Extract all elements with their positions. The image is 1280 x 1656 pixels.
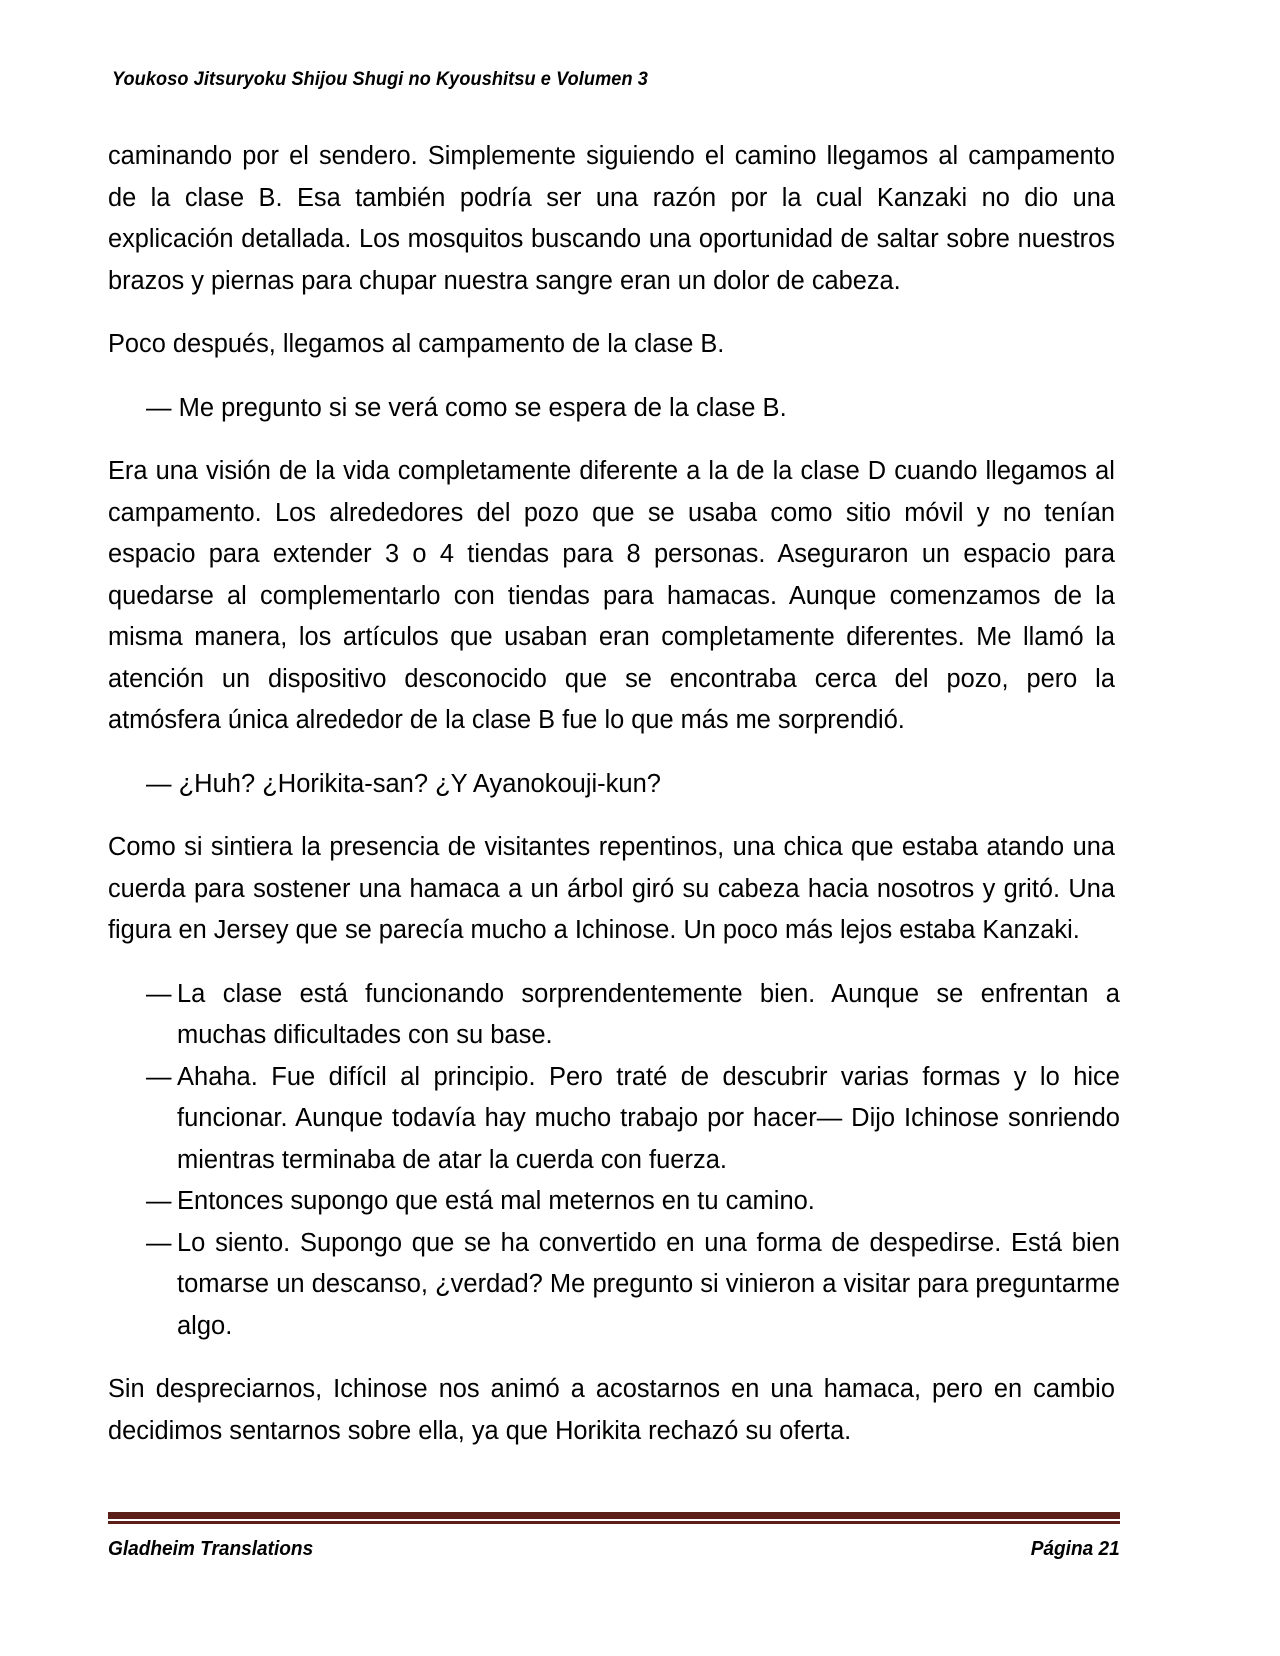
em-dash-marker: — xyxy=(146,979,172,1008)
dialogue-line-2: — ¿Huh? ¿Horikita-san? ¿Y Ayanokouji-kun? xyxy=(146,769,661,798)
footer-divider-thin xyxy=(108,1521,1120,1524)
list-item xyxy=(146,1223,1120,1348)
footer-page-number: Página 21 xyxy=(1030,1537,1120,1560)
list-item-text: Ahaha. Fue difícil al principio. Pero traté de descubrir varias formas y lo hice funcionar. Aunque todavía hay mucho trabajo por hacer— Dijo Ichinose sonriendo mientras terminaba de atar la cuerda con fuerza. xyxy=(177,1062,1120,1174)
list-item xyxy=(146,1181,1120,1223)
document-body xyxy=(108,136,1120,1452)
paragraph-2: Poco después, llegamos al campamento de la clase B. xyxy=(108,330,725,358)
footer-row xyxy=(108,1537,1120,1561)
header-title: Youkoso Jitsuryoku Shijou Shugi no Kyoushitsu e Volumen 3 xyxy=(112,68,648,90)
dialogue-list xyxy=(108,974,1120,1348)
paragraph-3: Era una visión de la vida completamente diferente a la de la clase D cuando llegamos al campamento. Los alrededores del pozo que se usaba como sitio móvil y no tenían espacio para extender 3 o 4 tiendas para 8 personas. Aseguraron un espacio para quedarse al complementarlo con tiendas para hamacas. Aunque comenzamos de la misma manera, los artículos que usaban eran completamente diferentes. Me llamó la atención un dispositivo desconocido que se encontraba cerca del pozo, pero la atmósfera única alrededor de la clase B fue lo que más me sorprendió. xyxy=(108,457,1115,734)
footer-divider-thick xyxy=(108,1512,1120,1519)
page-header xyxy=(112,68,1122,102)
list-item-text: Entonces supongo que está mal meternos en tu camino. xyxy=(177,1187,815,1215)
paragraph-4: Como si sintiera la presencia de visitantes repentinos, una chica que estaba atando una cuerda para sostener una hamaca a un árbol giró su cabeza hacia nosotros y gritó. Una figura en Jersey que se parecía mucho a Ichinose. Un poco más lejos estaba Kanzaki. xyxy=(108,833,1115,944)
dialogue-line-1: — Me pregunto si se verá como se espera de la clase B. xyxy=(146,393,787,422)
list-item-text: Lo siento. Supongo que se ha convertido en una forma de despedirse. Está bien tomarse un descanso, ¿verdad? Me pregunto si vinieron a visitar para preguntarme algo. xyxy=(177,1228,1120,1340)
paragraph-5: Sin despreciarnos, Ichinose nos animó a acostarnos en una hamaca, pero en cambio decidimos sentarnos sobre ella, ya que Horikita rechazó su oferta. xyxy=(108,1375,1115,1445)
footer-translator-credit: Gladheim Translations xyxy=(108,1537,314,1560)
paragraph-1: caminando por el sendero. Simplemente siguiendo el camino llegamos al campamento de la clase B. Esa también podría ser una razón por la cual Kanzaki no dio una explicación detallada. Los mosquitos buscando una oportunidad de saltar sobre nuestros brazos y piernas para chupar nuestra sangre eran un dolor de cabeza. xyxy=(108,142,1115,295)
list-item xyxy=(146,1057,1120,1182)
list-item-text: La clase está funcionando sorprendentemente bien. Aunque se enfrentan a muchas dificultades con su base. xyxy=(177,979,1120,1049)
em-dash-marker: — xyxy=(146,1062,172,1091)
list-item xyxy=(146,974,1120,1057)
em-dash-marker: — xyxy=(146,1187,172,1215)
em-dash-marker: — xyxy=(146,1228,172,1257)
page-footer xyxy=(108,1512,1120,1561)
